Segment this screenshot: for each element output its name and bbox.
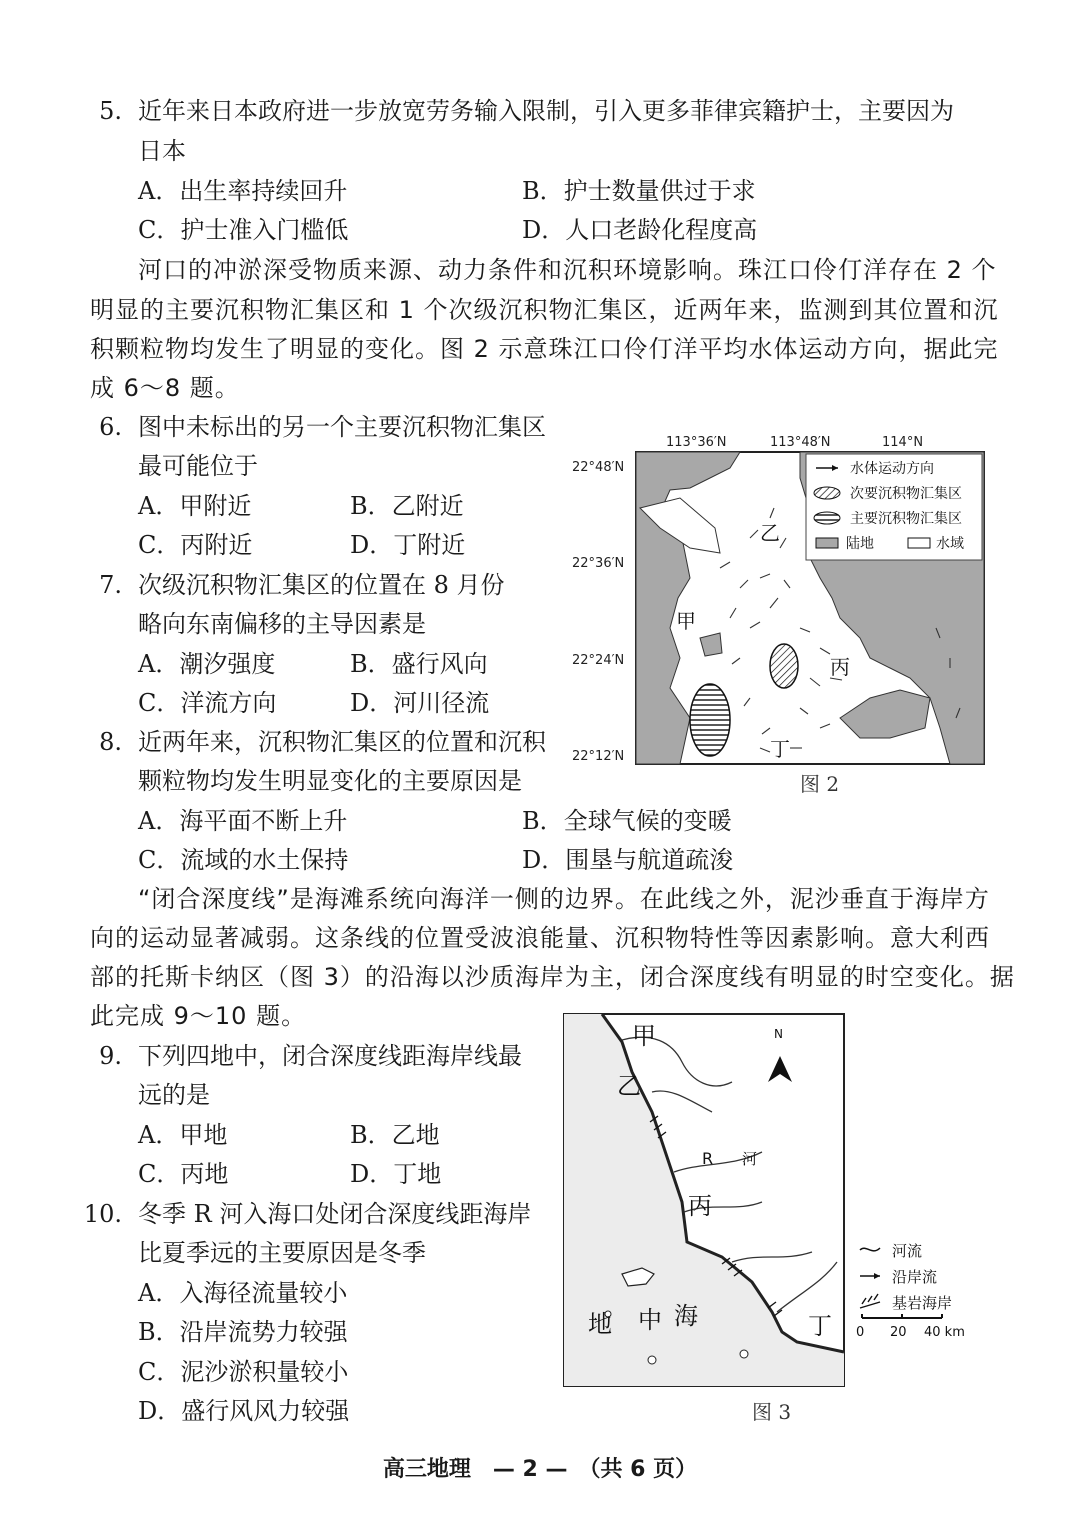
q6-option-c: C．丙附近: [138, 531, 253, 559]
q8-option-c: C．流域的水土保持: [138, 846, 349, 874]
q10-option-a: A．入海径流量较小: [138, 1279, 348, 1307]
q8-stem-line2: 颗粒物均发生明显变化的主要原因是: [138, 767, 522, 795]
q8-option-b: B．全球气候的变暖: [522, 807, 732, 835]
fig3-sea-label-2: 中: [638, 1306, 662, 1334]
q7-option-a: A．潮汐强度: [138, 650, 276, 678]
q8-stem-line1: 近两年来，沉积物汇集区的位置和沉积: [138, 728, 546, 756]
q5-stem-line1: 近年来日本政府进一步放宽劳务输入限制，引入更多菲律宾籍护士，主要因为: [138, 97, 954, 125]
fig3-place-yi: 乙: [617, 1072, 641, 1100]
fig3-caption: 图 3: [752, 1400, 792, 1424]
fig2-legend-primary: 主要沉积物汇集区: [850, 511, 962, 527]
fig2-caption: 图 2: [800, 772, 840, 796]
q7-option-c: C．洋流方向: [138, 689, 277, 717]
fig2-lat-label-2: 22°36′N: [572, 556, 625, 571]
q5-option-d: D．人口老龄化程度高: [522, 216, 758, 244]
q8-option-a: A．海平面不断上升: [138, 807, 348, 835]
q8-number: 8.: [99, 728, 122, 756]
fig2-secondary-zone: [770, 644, 798, 688]
fig3-legend-river: 河流: [892, 1242, 923, 1260]
fig2-lon-label-1: 113°36′N: [666, 435, 727, 450]
q10-option-b: B．沿岸流势力较强: [138, 1318, 348, 1346]
fig2-primary-zone: [690, 684, 730, 756]
q7-option-d: D．河川径流: [350, 689, 490, 717]
q5-option-b: B．护士数量供过于求: [522, 177, 756, 205]
fig3-scale-0: 0: [856, 1325, 865, 1340]
q6-number: 6.: [99, 413, 122, 441]
fig3-river-label: R: [702, 1149, 714, 1168]
q7-stem-line1: 次级沉积物汇集区的位置在 8 月份: [138, 571, 505, 599]
fig3-place-jia: 甲: [632, 1022, 656, 1050]
q5-option-c: C．护士准入门槛低: [138, 216, 349, 244]
fig2-place-jia: 甲: [676, 609, 696, 633]
q10-stem-line2: 比夏季远的主要原因是冬季: [138, 1239, 426, 1267]
q10-stem-line1: 冬季 R 河入海口处闭合深度线距海岸: [138, 1200, 532, 1228]
q5-stem-line2: 日本: [138, 137, 186, 165]
q10-option-d: D．盛行风风力较强: [138, 1397, 350, 1425]
q5-number: 5.: [99, 97, 122, 125]
q7-stem-line2: 略向东南偏移的主导因素是: [138, 610, 426, 638]
intro1-line2: 明显的主要沉积物汇集区和 1 个次级沉积物汇集区，近两年来，监测到其位置和沉: [90, 296, 999, 324]
q6-option-b: B．乙附近: [350, 492, 464, 520]
fig2-legend-land: 陆地: [846, 536, 874, 552]
intro1-line1: 河口的冲淤深受物质来源、动力条件和沉积环境影响。珠江口伶仃洋存在 2 个: [138, 256, 997, 284]
intro2-line1: “闭合深度线”是海滩系统向海洋一侧的边界。在此线之外，泥沙垂直于海岸方: [138, 885, 990, 913]
q10-option-c: C．泥沙淤积量较小: [138, 1358, 349, 1386]
intro2-line4: 此完成 9～10 题。: [90, 1002, 307, 1030]
fig2-legend-water: 水域: [936, 536, 964, 552]
q7-number: 7.: [99, 571, 122, 599]
fig3-legend-current: 沿岸流: [892, 1268, 938, 1286]
q9-option-b: B．乙地: [350, 1121, 440, 1149]
fig2-legend-secondary: 次要沉积物汇集区: [850, 486, 962, 502]
q6-stem-line2: 最可能位于: [138, 452, 258, 480]
fig3-place-ding: 丁: [808, 1312, 832, 1340]
fig2-place-yi: 乙: [760, 521, 780, 545]
q9-option-a: A．甲地: [138, 1121, 228, 1149]
fig3-north-label: N: [774, 1027, 783, 1041]
figure-3-map: [562, 1012, 980, 1392]
intro1-line4: 成 6～8 题。: [90, 374, 240, 402]
page-footer: 高三地理 — 2 — （共 6 页）: [382, 1457, 698, 1482]
fig2-lat-label-4: 22°12′N: [572, 749, 625, 764]
intro2-line3: 部的托斯卡纳区（图 3）的沿海以沙质海岸为主，闭合深度线有明显的时空变化。据: [90, 963, 1015, 991]
q7-option-b: B．盛行风向: [350, 650, 488, 678]
fig3-sea-label-1: 地: [588, 1310, 612, 1338]
q9-stem-line2: 远的是: [138, 1081, 210, 1109]
q9-option-c: C．丙地: [138, 1160, 229, 1188]
fig3-river-word: 河: [742, 1150, 758, 1168]
fig2-place-ding: 丁: [770, 737, 790, 761]
fig2-lon-label-2: 113°48′N: [770, 435, 831, 450]
q9-option-d: D．丁地: [350, 1160, 442, 1188]
fig3-sea-label-3: 海: [674, 1302, 698, 1330]
q9-number: 9.: [99, 1042, 122, 1070]
fig3-place-bing: 丙: [688, 1192, 712, 1220]
q6-stem-line1: 图中未标出的另一个主要沉积物汇集区: [138, 413, 546, 441]
fig3-legend-rocky: 基岩海岸: [892, 1294, 953, 1312]
fig2-lat-label-3: 22°24′N: [572, 653, 625, 668]
fig3-scale-40: 40 km: [924, 1325, 965, 1340]
q5-option-a: A．出生率持续回升: [138, 177, 348, 205]
figure-2-map: [570, 428, 990, 768]
q10-number: 10.: [83, 1200, 122, 1228]
fig2-place-bing: 丙: [830, 655, 850, 679]
intro2-line2: 向的运动显著减弱。这条线的位置受波浪能量、沉积物特性等因素影响。意大利西: [90, 924, 990, 952]
q6-option-a: A．甲附近: [138, 492, 252, 520]
fig2-legend-flow: 水体运动方向: [850, 461, 934, 477]
q8-option-d: D．围垦与航道疏浚: [522, 846, 734, 874]
fig2-lon-label-3: 114°N: [882, 435, 924, 450]
fig3-scale-20: 20: [890, 1325, 907, 1340]
q9-stem-line1: 下列四地中，闭合深度线距海岸线最: [138, 1042, 522, 1070]
fig2-lat-label-1: 22°48′N: [572, 460, 625, 475]
q6-option-d: D．丁附近: [350, 531, 466, 559]
intro1-line3: 积颗粒物均发生了明显的变化。图 2 示意珠江口伶仃洋平均水体运动方向，据此完: [90, 335, 999, 363]
